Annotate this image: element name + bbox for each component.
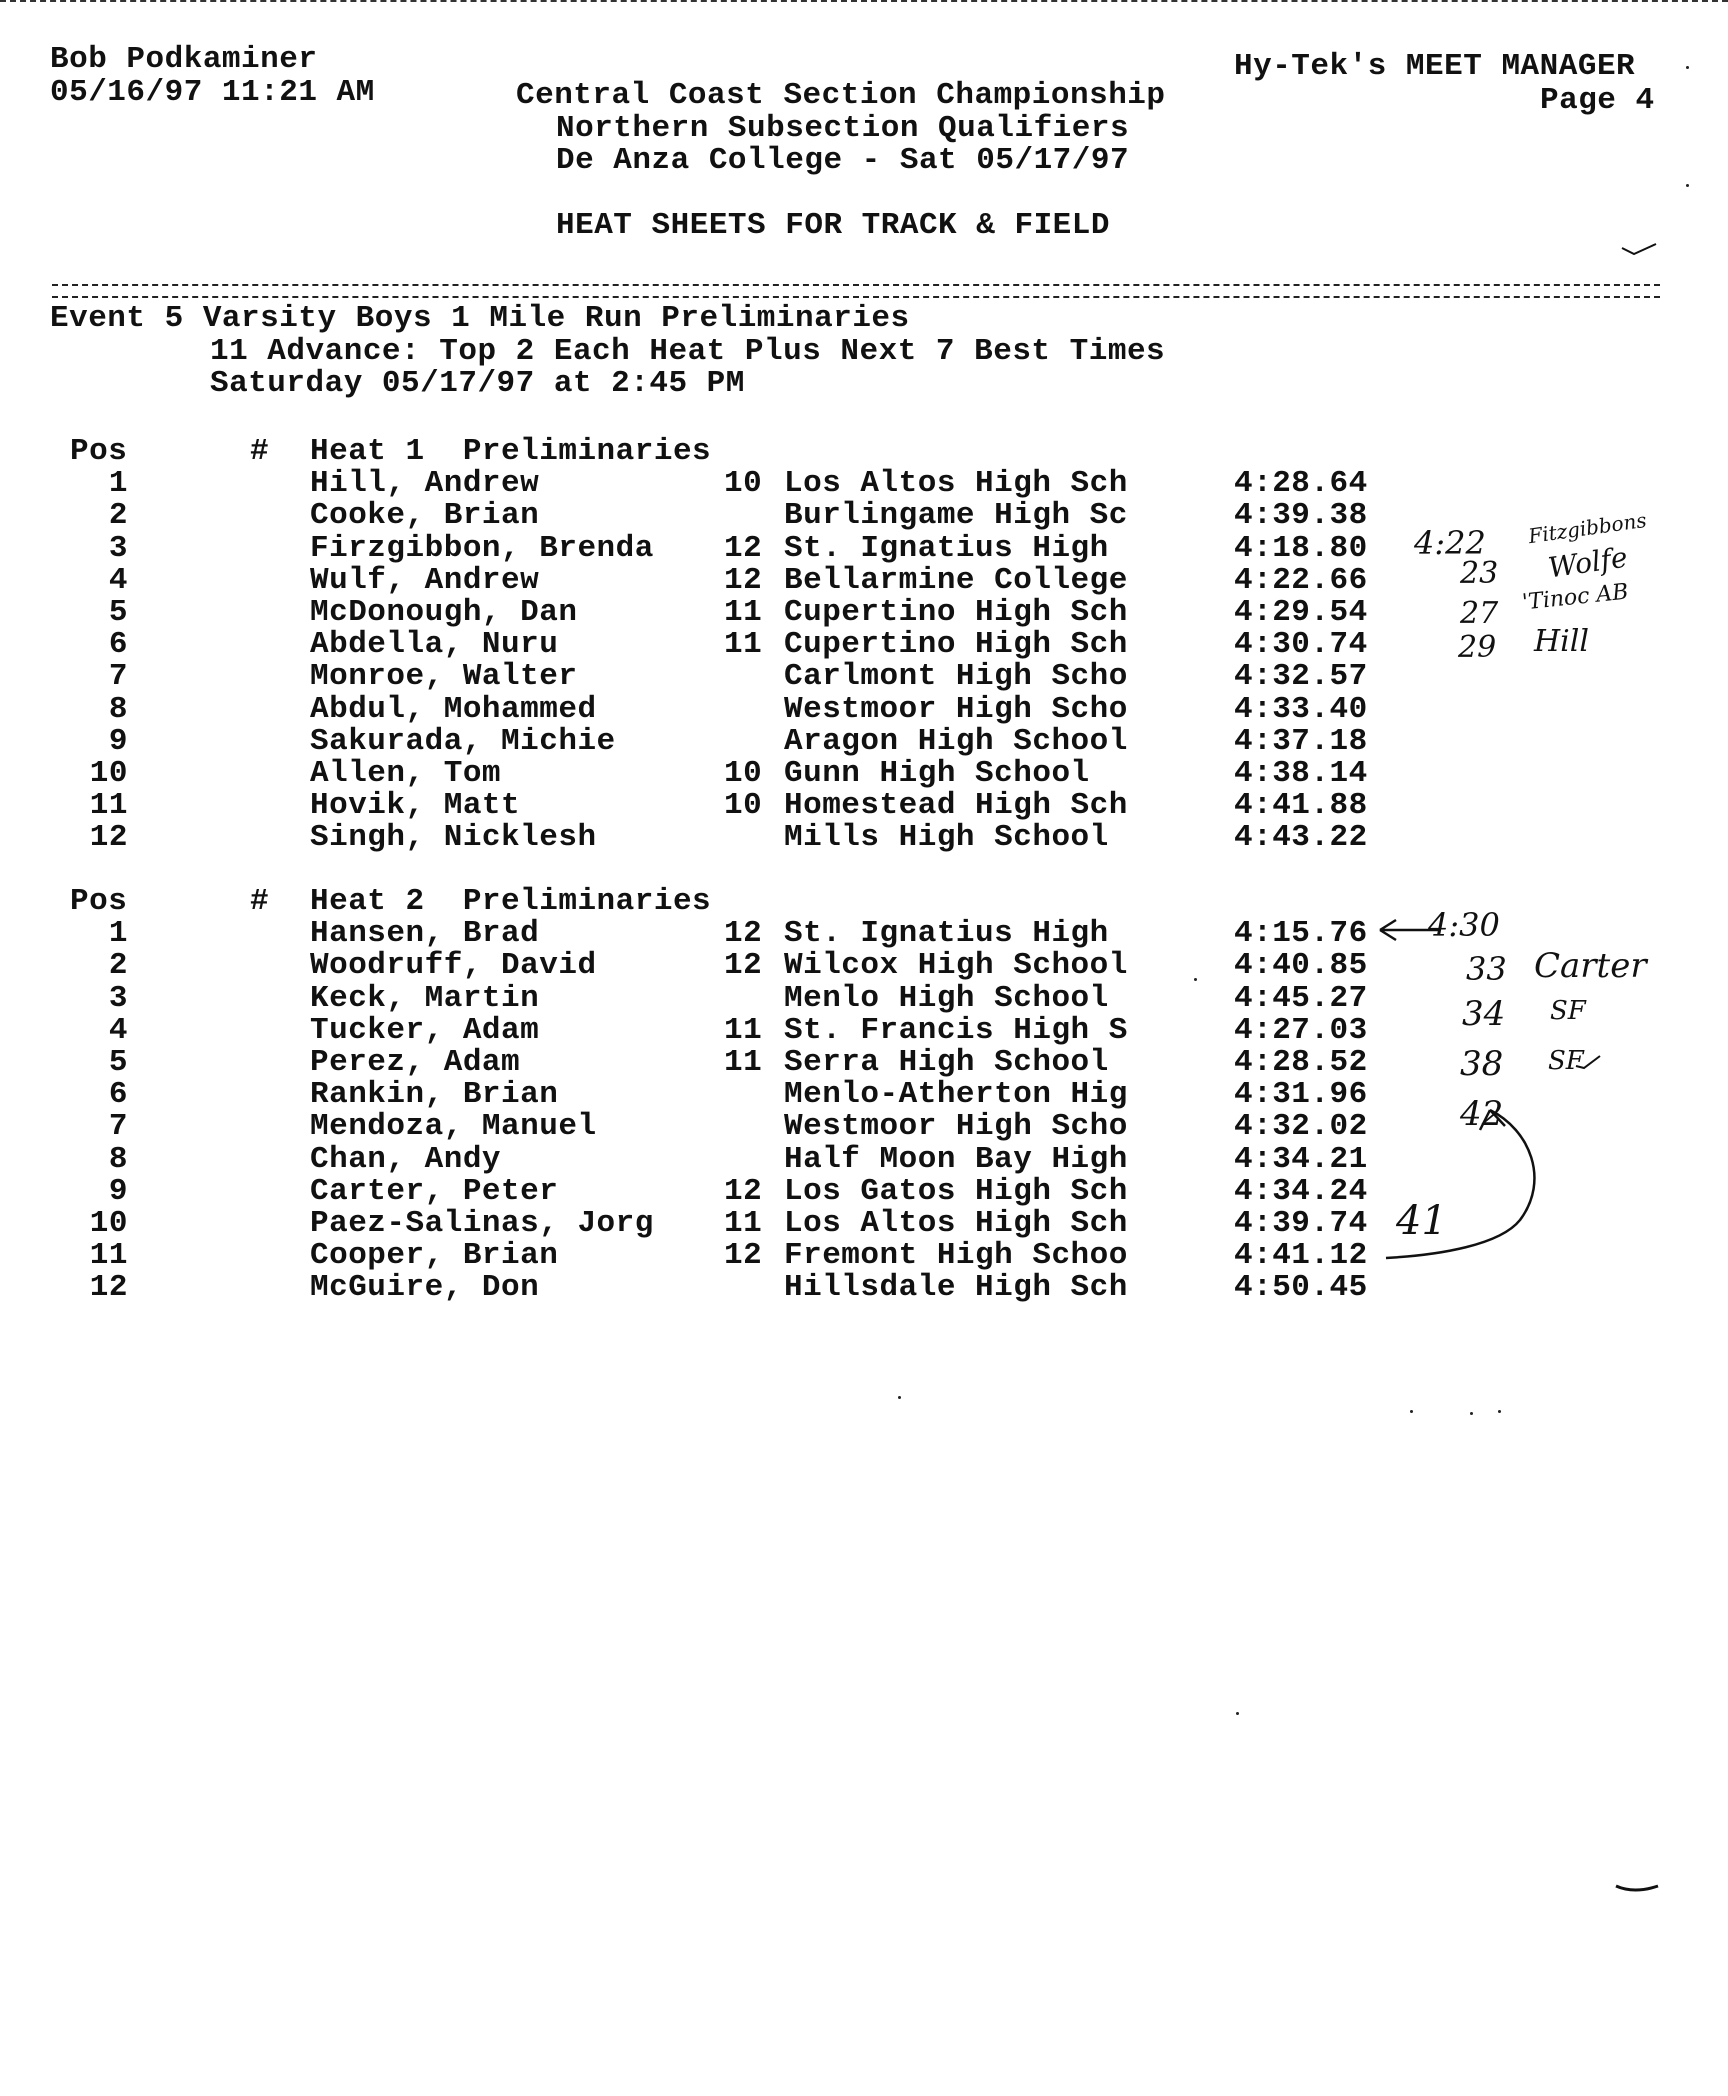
entry-position: 8 xyxy=(108,1141,128,1177)
entry-position: 1 xyxy=(108,916,128,952)
print-timestamp: 05/16/97 11:21 AM xyxy=(50,75,375,110)
number-header: # xyxy=(250,884,270,919)
entry-position: 12 xyxy=(89,1270,128,1306)
seed-time: 4:43.22 xyxy=(1234,820,1368,856)
seed-time: 4:29.54 xyxy=(1234,595,1368,630)
seed-time: 4:39.38 xyxy=(1234,498,1368,534)
athlete-name: Paez-Salinas, Jorg xyxy=(310,1206,654,1241)
entry-position: 1 xyxy=(108,466,128,502)
athlete-year: 12 xyxy=(724,948,763,984)
handwritten-note: 'Tinoc AB xyxy=(1520,579,1630,616)
handwritten-time: 42 xyxy=(1460,1094,1504,1134)
school-name: Hillsdale High Sch xyxy=(784,1270,1128,1306)
entry-position: 11 xyxy=(89,788,128,824)
entry-position: 7 xyxy=(108,659,128,695)
scan-speck xyxy=(898,1396,901,1399)
handwritten-time: 34 xyxy=(1462,994,1506,1034)
entry-position: 8 xyxy=(108,691,128,727)
heat-title: Heat 1 Preliminaries xyxy=(310,434,712,469)
entry-position: 6 xyxy=(108,1077,128,1113)
school-name: Bellarmine College xyxy=(784,562,1128,598)
athlete-year: 11 xyxy=(724,1012,763,1048)
entry-position: 4 xyxy=(108,562,128,598)
athlete-name: McDonough, Dan xyxy=(310,595,578,630)
pos-header: Pos xyxy=(70,884,128,919)
top-edge-rule xyxy=(0,0,1728,5)
athlete-name: Allen, Tom xyxy=(310,756,502,791)
athlete-year: 11 xyxy=(724,595,763,630)
seed-time: 4:50.45 xyxy=(1234,1270,1368,1306)
entry-position: 12 xyxy=(89,820,128,856)
athlete-name: Cooper, Brian xyxy=(310,1238,559,1274)
athlete-year: 11 xyxy=(724,1206,763,1241)
heat-title: Heat 2 Preliminaries xyxy=(310,884,712,919)
handwritten-time: 33 xyxy=(1466,950,1507,988)
athlete-name: Wulf, Andrew xyxy=(310,562,540,598)
meet-venue-date: De Anza College - Sat 05/17/97 xyxy=(556,143,1130,178)
number-header: # xyxy=(250,434,270,469)
scan-speck xyxy=(1470,1412,1473,1415)
athlete-name: Sakurada, Michie xyxy=(310,723,616,759)
athlete-name: Hill, Andrew xyxy=(310,466,540,502)
event-advance-rule: 11 Advance: Top 2 Each Heat Plus Next 7 Best Times xyxy=(210,334,1166,369)
handwritten-tick-icon xyxy=(1574,1052,1604,1072)
athlete-year: 12 xyxy=(724,530,763,566)
seed-time: 4:28.52 xyxy=(1234,1045,1368,1080)
school-name: Gunn High School xyxy=(784,756,1090,791)
school-name: Los Altos High Sch xyxy=(784,1206,1128,1241)
school-name: Fremont High Schoo xyxy=(784,1238,1128,1274)
school-name: Homestead High Sch xyxy=(784,788,1128,824)
entry-position: 2 xyxy=(108,498,128,534)
school-name: Aragon High School xyxy=(784,723,1128,759)
school-name: Cupertino High Sch xyxy=(784,595,1128,630)
school-name: Cupertino High Sch xyxy=(784,627,1128,663)
entry-position: 6 xyxy=(108,627,128,663)
sheet-title: HEAT SHEETS FOR TRACK & FIELD xyxy=(556,208,1110,243)
entry-position: 10 xyxy=(89,756,128,791)
athlete-year: 10 xyxy=(724,788,763,824)
school-name: Mills High School xyxy=(784,820,1109,856)
athlete-name: Cooke, Brian xyxy=(310,498,540,534)
pos-header: Pos xyxy=(70,434,128,469)
entry-position: 3 xyxy=(108,530,128,566)
handwritten-time: 4:30 xyxy=(1428,906,1500,944)
entry-position: 4 xyxy=(108,1012,128,1048)
athlete-name: Chan, Andy xyxy=(310,1141,502,1177)
seed-time: 4:18.80 xyxy=(1234,530,1368,566)
athlete-name: McGuire, Don xyxy=(310,1270,540,1306)
entry-position: 9 xyxy=(108,723,128,759)
athlete-year: 11 xyxy=(724,627,763,663)
athlete-name: Singh, Nicklesh xyxy=(310,820,597,856)
seed-time: 4:34.24 xyxy=(1234,1173,1368,1209)
handwritten-time: 29 xyxy=(1458,630,1497,665)
school-name: Carlmont High Scho xyxy=(784,659,1128,695)
athlete-name: Hansen, Brad xyxy=(310,916,540,952)
seed-time: 4:39.74 xyxy=(1234,1206,1368,1241)
handwritten-note: Hill xyxy=(1534,624,1589,659)
entry-position: 2 xyxy=(108,948,128,984)
entry-position: 9 xyxy=(108,1173,128,1209)
scan-speck xyxy=(1236,1712,1239,1715)
athlete-year: 12 xyxy=(724,1238,763,1274)
school-name: Menlo-Atherton Hig xyxy=(784,1077,1128,1113)
school-name: Serra High School xyxy=(784,1045,1109,1080)
seed-time: 4:32.02 xyxy=(1234,1109,1368,1145)
seed-time: 4:28.64 xyxy=(1234,466,1368,502)
handwritten-time: 38 xyxy=(1460,1044,1504,1084)
athlete-name: Hovik, Matt xyxy=(310,788,521,824)
athlete-year: 11 xyxy=(724,1045,763,1080)
software-name: Hy-Tek's MEET MANAGER xyxy=(1234,49,1636,84)
seed-time: 4:32.57 xyxy=(1234,659,1368,695)
handwritten-note: Fitzgibbons xyxy=(1526,507,1648,549)
athlete-year: 10 xyxy=(724,466,763,502)
seed-time: 4:45.27 xyxy=(1234,980,1368,1016)
school-name: Burlingame High Sc xyxy=(784,498,1128,534)
athlete-name: Perez, Adam xyxy=(310,1045,521,1080)
athlete-name: Abdella, Nuru xyxy=(310,627,559,663)
page-number: Page 4 xyxy=(1540,83,1655,118)
seed-time: 4:37.18 xyxy=(1234,723,1368,759)
entry-position: 11 xyxy=(89,1238,128,1274)
entry-position: 5 xyxy=(108,595,128,630)
school-name: Westmoor High Scho xyxy=(784,691,1128,727)
school-name: St. Ignatius High xyxy=(784,916,1109,952)
athlete-name: Tucker, Adam xyxy=(310,1012,540,1048)
scan-speck xyxy=(1686,66,1689,69)
handwritten-note: Carter xyxy=(1534,946,1647,986)
entry-position: 10 xyxy=(89,1206,128,1241)
handwritten-note: SF xyxy=(1550,996,1586,1026)
athlete-name: Firzgibbon, Brenda xyxy=(310,530,654,566)
handwritten-time: 27 xyxy=(1460,596,1499,631)
athlete-name: Monroe, Walter xyxy=(310,659,578,695)
entry-position: 7 xyxy=(108,1109,128,1145)
meet-title: Central Coast Section Championship xyxy=(516,78,1166,113)
seed-time: 4:41.12 xyxy=(1234,1238,1368,1274)
margin-scribble-icon xyxy=(1614,1880,1664,1900)
margin-tick-icon xyxy=(1620,240,1660,260)
entry-position: 3 xyxy=(108,980,128,1016)
handwritten-time: 41 xyxy=(1396,1198,1447,1244)
author-name: Bob Podkaminer xyxy=(50,42,318,77)
scan-speck xyxy=(1410,1410,1413,1413)
seed-time: 4:15.76 xyxy=(1234,916,1368,952)
handwritten-note: SF xyxy=(1548,1046,1584,1076)
athlete-name: Rankin, Brian xyxy=(310,1077,559,1113)
seed-time: 4:27.03 xyxy=(1234,1012,1368,1048)
seed-time: 4:30.74 xyxy=(1234,627,1368,663)
school-name: St. Ignatius High xyxy=(784,530,1109,566)
athlete-year: 12 xyxy=(724,562,763,598)
athlete-year: 10 xyxy=(724,756,763,791)
athlete-year: 12 xyxy=(724,1173,763,1209)
handwritten-loop-arrow-icon xyxy=(1380,1100,1580,1270)
seed-time: 4:41.88 xyxy=(1234,788,1368,824)
school-name: Westmoor High Scho xyxy=(784,1109,1128,1145)
handwritten-time: 4:22 xyxy=(1414,524,1486,562)
school-name: St. Francis High S xyxy=(784,1012,1128,1048)
school-name: Menlo High School xyxy=(784,980,1109,1016)
event-title: Event 5 Varsity Boys 1 Mile Run Preliminaries xyxy=(50,301,910,336)
event-schedule: Saturday 05/17/97 at 2:45 PM xyxy=(210,366,745,401)
school-name: Los Gatos High Sch xyxy=(784,1173,1128,1209)
scan-speck xyxy=(1686,184,1689,187)
scan-speck xyxy=(1194,978,1197,981)
double-rule xyxy=(52,284,1660,298)
entry-position: 5 xyxy=(108,1045,128,1080)
seed-time: 4:22.66 xyxy=(1234,562,1368,598)
school-name: Wilcox High School xyxy=(784,948,1128,984)
meet-subtitle: Northern Subsection Qualifiers xyxy=(556,111,1130,146)
handwritten-note: Wolfe xyxy=(1546,540,1630,585)
seed-time: 4:31.96 xyxy=(1234,1077,1368,1113)
seed-time: 4:34.21 xyxy=(1234,1141,1368,1177)
school-name: Los Altos High Sch xyxy=(784,466,1128,502)
athlete-year: 12 xyxy=(724,916,763,952)
school-name: Half Moon Bay High xyxy=(784,1141,1128,1177)
athlete-name: Mendoza, Manuel xyxy=(310,1109,597,1145)
seed-time: 4:38.14 xyxy=(1234,756,1368,791)
seed-time: 4:33.40 xyxy=(1234,691,1368,727)
handwritten-time: 23 xyxy=(1460,556,1499,591)
scan-speck xyxy=(1498,1410,1501,1413)
athlete-name: Keck, Martin xyxy=(310,980,540,1016)
athlete-name: Carter, Peter xyxy=(310,1173,559,1209)
seed-time: 4:40.85 xyxy=(1234,948,1368,984)
athlete-name: Woodruff, David xyxy=(310,948,597,984)
athlete-name: Abdul, Mohammed xyxy=(310,691,597,727)
